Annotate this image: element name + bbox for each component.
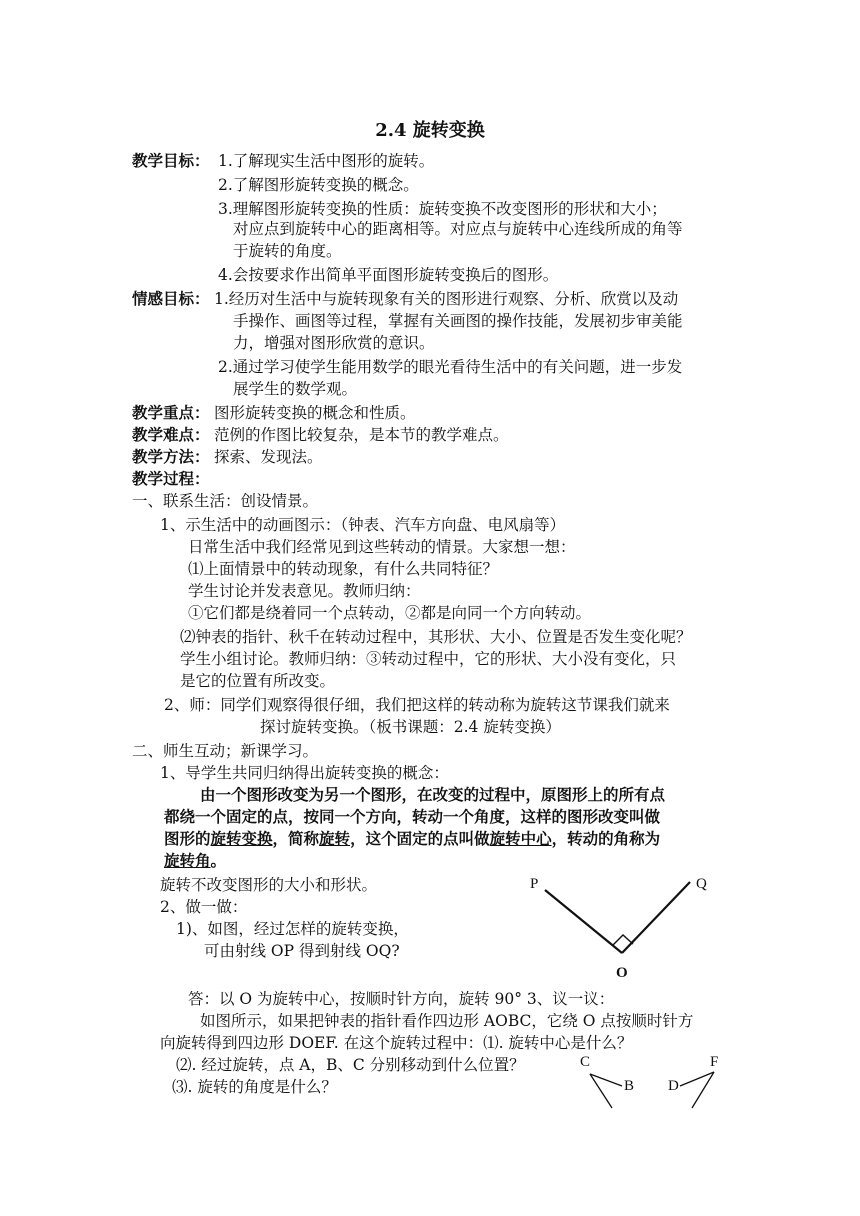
label-c: C (580, 1054, 591, 1070)
objective-item: 对应点到旋转中心的距离相等。对应点与旋转中心连线所成的角等 (233, 220, 683, 238)
section1-line: 1、示生活中的动画图示：（钟表、汽车方向盘、电风扇等） (160, 516, 566, 534)
definition-line (164, 850, 226, 872)
method-text: 探索、发现法。 (214, 448, 323, 466)
definition-text: 。 (210, 852, 227, 870)
emotion-label: 情感目标： (132, 290, 210, 308)
discussion-line: 向旋转得到四边形 DOEF. 在这个旋转过程中：⑴. 旋转中心是什么？ (160, 1034, 633, 1052)
objective-item: 于旋转的角度。 (233, 242, 342, 260)
difficulty-text: 范例的作图比较复杂，是本节的教学难点。 (214, 426, 509, 444)
emotion-item: 手操作、画图等过程，掌握有关画图的操作技能，发展初步审美能 (233, 312, 683, 330)
definition-line: 都绕一个固定的点，按同一个方向，转动一个角度，这样的图形改变叫做 (164, 808, 661, 826)
ray-op (545, 890, 622, 953)
objective-item: 4.会按要求作出简单平面图形旋转变换后的图形。 (218, 266, 559, 284)
term-rotation-transform: 旋转变换 (210, 830, 273, 848)
objective-item: 1.了解现实生活中图形的旋转。 (218, 152, 435, 170)
key-point-text: 图形旋转变换的概念和性质。 (214, 404, 416, 422)
emotion-item: 1.经历对生活中与旋转现象有关的图形进行观察、分析、欣赏以及动 (214, 290, 679, 308)
label-d: D (668, 1078, 679, 1094)
discussion-line: ⑵. 经过旋转，点 A，B、C 分别移动到什么位置？ (176, 1056, 525, 1074)
label-f: F (710, 1054, 719, 1070)
definition-line (164, 828, 660, 850)
section1-line: 探讨旋转变换。（板书课题：2.4 旋转变换） (260, 718, 561, 736)
section1-line: 日常生活中我们经常见到这些转动的情景。大家想一想： (188, 538, 576, 556)
key-point-label: 教学重点： (132, 404, 210, 422)
emotion-item: 2.通过学习使学生能用数学的眼光看待生活中的有关问题，进一步发 (218, 358, 683, 376)
section1-line: ①它们都是绕着同一个点转动，②都是向同一个方向转动。 (188, 604, 592, 622)
process-label: 教学过程： (132, 470, 210, 488)
method-label: 教学方法： (132, 448, 210, 466)
page-title: 2.4 旋转变换 (375, 120, 485, 141)
section2-item2: 2、做一做： (160, 898, 248, 916)
term-rotation: 旋转 (319, 830, 351, 848)
discussion-line: 如图所示，如果把钟表的指针看作四边形 AOBC，它绕 O 点按顺时针方 (200, 1012, 694, 1030)
emotion-item: 力，增强对图形欣赏的意识。 (233, 334, 435, 352)
answer-text: 答：以 O 为旋转中心，按顺时针方向，旋转 90° 3、议一议： (188, 990, 615, 1008)
definition-text: ，转动的角称为 (551, 830, 661, 848)
difficulty-label: 教学难点： (132, 426, 210, 444)
ray-figure (520, 868, 720, 983)
definition-text: 图形的 (164, 830, 211, 848)
section1-line: ⑵钟表的指针、秋千在转动过程中，其形状、大小、位置是否发生变化呢？ (180, 628, 692, 646)
section1-heading: 一、联系生活：创设情景。 (132, 492, 319, 510)
definition-text: ，简称 (272, 830, 320, 848)
line-fd (680, 1072, 714, 1086)
definition-line: 由一个图形改变为另一个图形，在改变的过程中，原图形上的所有点 (200, 786, 666, 804)
section1-line: ⑴上面情景中的转动现象，有什么共同特征？ (188, 560, 499, 578)
section1-line: 2、师：同学们观察得很仔细，我们把这样的转动称为旋转这节课我们就来 (164, 696, 670, 714)
question-1-cont: 可由射线 OP 得到射线 OQ? (204, 942, 400, 960)
label-q: Q (696, 876, 707, 892)
section1-line: 学生讨论并发表意见。教师归纳： (188, 582, 421, 600)
section1-line: 学生小组讨论。教师归纳：③转动过程中，它的形状、大小没有变化，只 (180, 650, 677, 668)
clock-hands-figure (570, 1050, 730, 1115)
discussion-line: ⑶. 旋转的角度是什么？ (172, 1078, 337, 1096)
line-cb (590, 1074, 622, 1086)
line-f (692, 1072, 714, 1108)
line-c (590, 1074, 612, 1108)
objectives-label: 教学目标： (132, 152, 210, 170)
section2-item1: 1、导学生共同归纳得出旋转变换的概念： (160, 764, 449, 782)
term-rotation-center: 旋转中心 (489, 830, 552, 848)
definition-text: ，这个固定的点叫做 (350, 830, 490, 848)
label-o: O (616, 965, 628, 981)
property-note: 旋转不改变图形的大小和形状。 (160, 876, 378, 894)
section2-heading: 二、师生互动；新课学习。 (132, 742, 319, 760)
section1-line: 是它的位置有所改变。 (180, 672, 336, 690)
objective-item: 2.了解图形旋转变换的概念。 (218, 176, 419, 194)
emotion-item: 展学生的数学观。 (233, 380, 358, 398)
objective-item: 3.理解图形旋转变换的性质：旋转变换不改变图形的形状和大小； (218, 200, 667, 218)
term-rotation-angle: 旋转角 (164, 852, 211, 870)
question-1: 1)、如图，经过怎样的旋转变换， (176, 920, 409, 938)
label-b: B (624, 1078, 635, 1094)
label-p: P (530, 876, 539, 892)
